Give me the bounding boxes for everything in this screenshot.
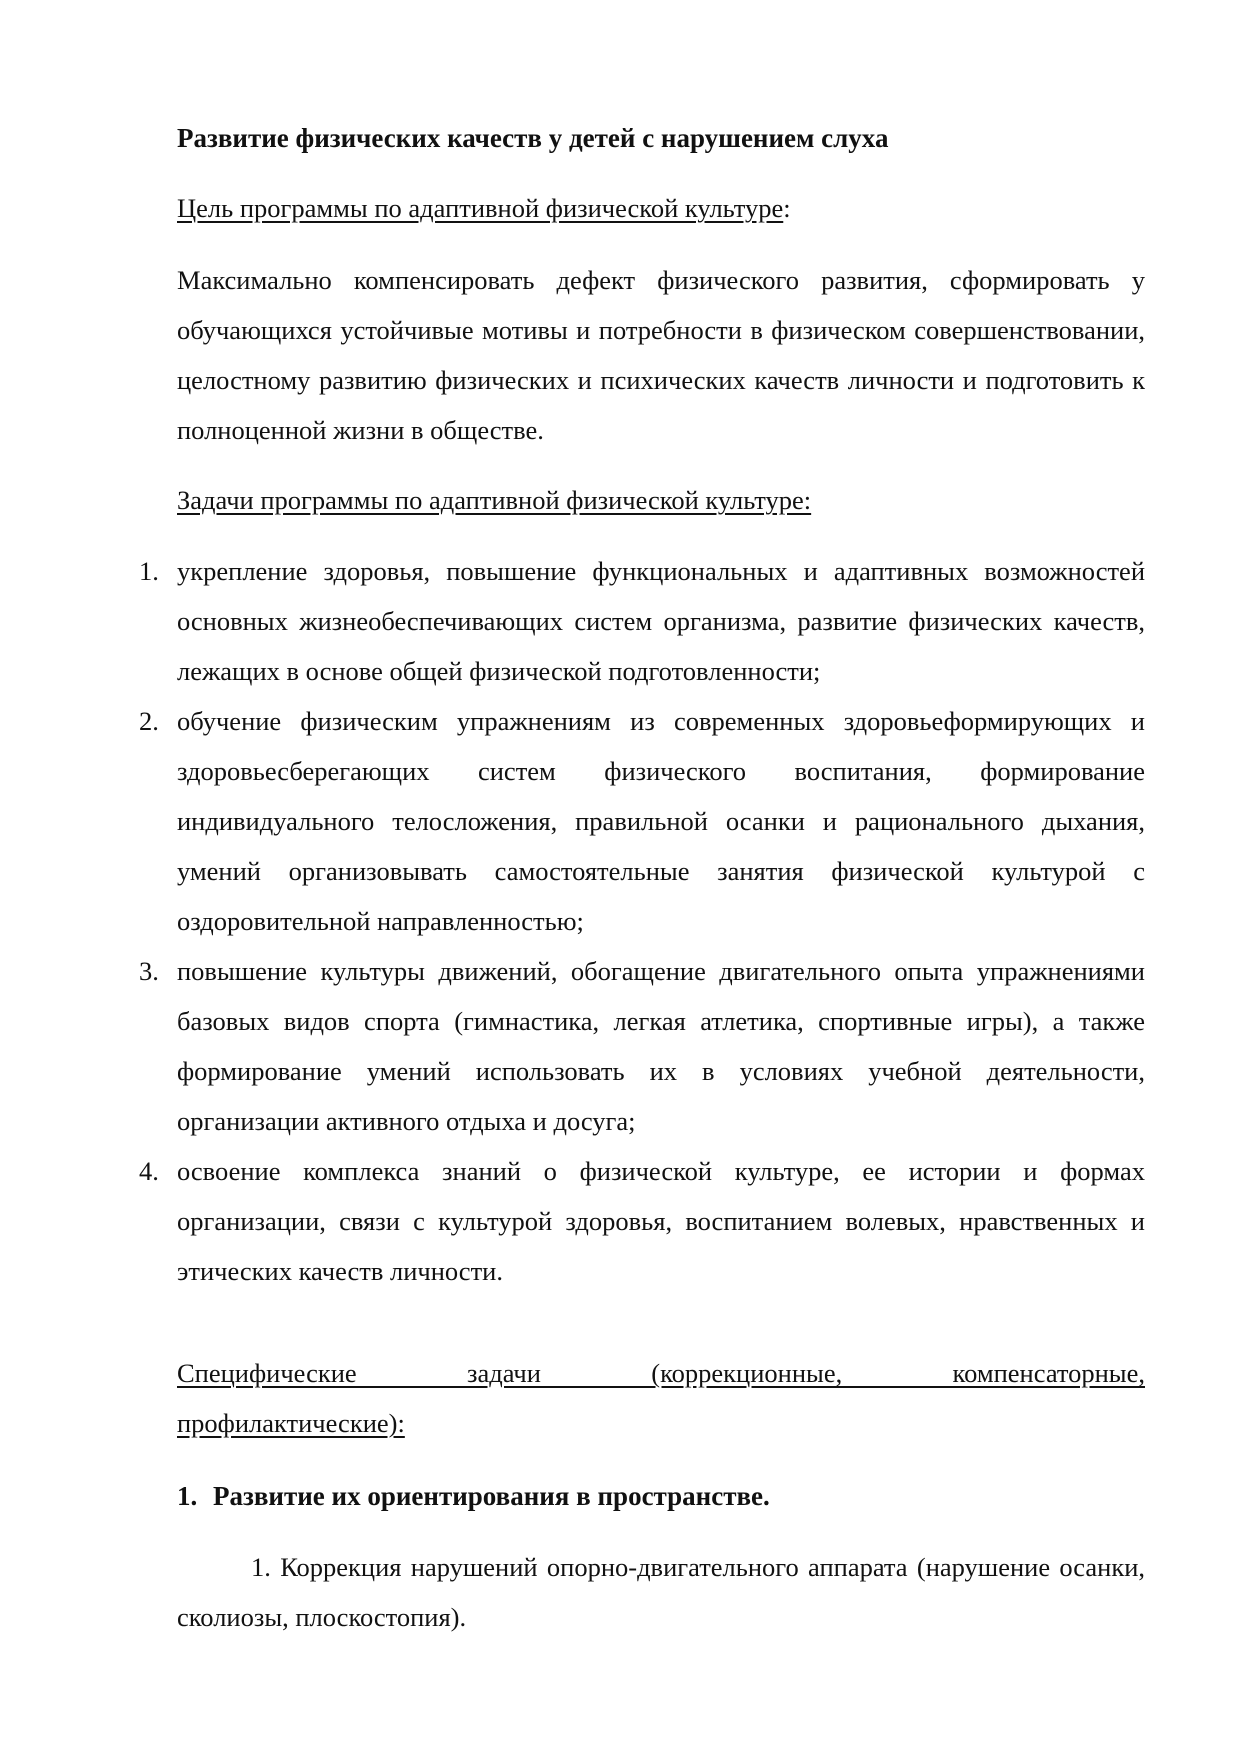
- list-item-text: освоение комплекса знаний о физической культуре, ее истории и формах организации, связи с культурой здоровья, воспитанием волевых, нравственных и этических качеств личности.: [177, 1156, 1145, 1286]
- section-heading: [177, 1471, 1145, 1521]
- list-item-number: 2.: [139, 706, 159, 736]
- goal-heading: [177, 183, 1145, 233]
- document-title: Развитие физических качеств у детей с нарушением слуха: [177, 123, 889, 153]
- specific-label-line2: профилактические):: [177, 1408, 405, 1438]
- specific-label-line1: Специфические задачи (коррекционные, компенсаторные,: [177, 1358, 1145, 1388]
- goal-label-colon: :: [783, 193, 791, 223]
- list-item: [139, 1146, 1145, 1296]
- list-item: [139, 946, 1145, 1146]
- list-item: [139, 696, 1145, 946]
- list-item-text: повышение культуры движений, обогащение двигательного опыта упражнениями базовых видов спорта (гимнастика, легкая атлетика, спортивные игры), а также формирование умений использовать их в условиях учебной деятельности, организации активного отдыха и досуга;: [177, 956, 1145, 1136]
- tasks-list: [139, 546, 1145, 1296]
- goal-text: Максимально компенсировать дефект физического развития, сформировать у обучающихся устойчивые мотивы и потребности в физическом совершенствовании, целостному развитию физических и психических качеств личности и подготовить к полноценной жизни в обществе.: [177, 265, 1145, 445]
- section-point-number: 1.: [251, 1552, 271, 1582]
- list-item-number: 4.: [139, 1156, 159, 1186]
- list-item-number: 3.: [139, 956, 159, 986]
- specific-tasks-heading: [177, 1348, 1145, 1448]
- section-point-text: Коррекция нарушений опорно-двигательного аппарата (нарушение осанки, сколиозы, плоскостопия).: [177, 1552, 1146, 1632]
- tasks-heading: [177, 475, 1145, 525]
- list-item-text: укрепление здоровья, повышение функциональных и адаптивных возможностей основных жизнеобеспечивающих систем организма, развитие физических качеств, лежащих в основе общей физической подготовленности;: [177, 556, 1145, 686]
- list-item-text: обучение физическим упражнениям из современных здоровьеформирующих и здоровьесберегающих систем физического воспитания, формирование индивидуального телосложения, правильной осанки и рационального дыхания, умений организовывать самостоятельные занятия физической культурой с оздоровительной направленностью;: [177, 706, 1145, 936]
- section-point: [177, 1542, 1145, 1642]
- section-number: 1.: [177, 1481, 198, 1511]
- list-item-number: 1.: [139, 556, 159, 586]
- list-item: [139, 546, 1145, 696]
- goal-label: Цель программы по адаптивной физической культуре: [177, 193, 784, 223]
- section-heading-text: Развитие их ориентирования в пространстве.: [213, 1481, 770, 1511]
- tasks-label: Задачи программы по адаптивной физической культуре:: [177, 485, 812, 515]
